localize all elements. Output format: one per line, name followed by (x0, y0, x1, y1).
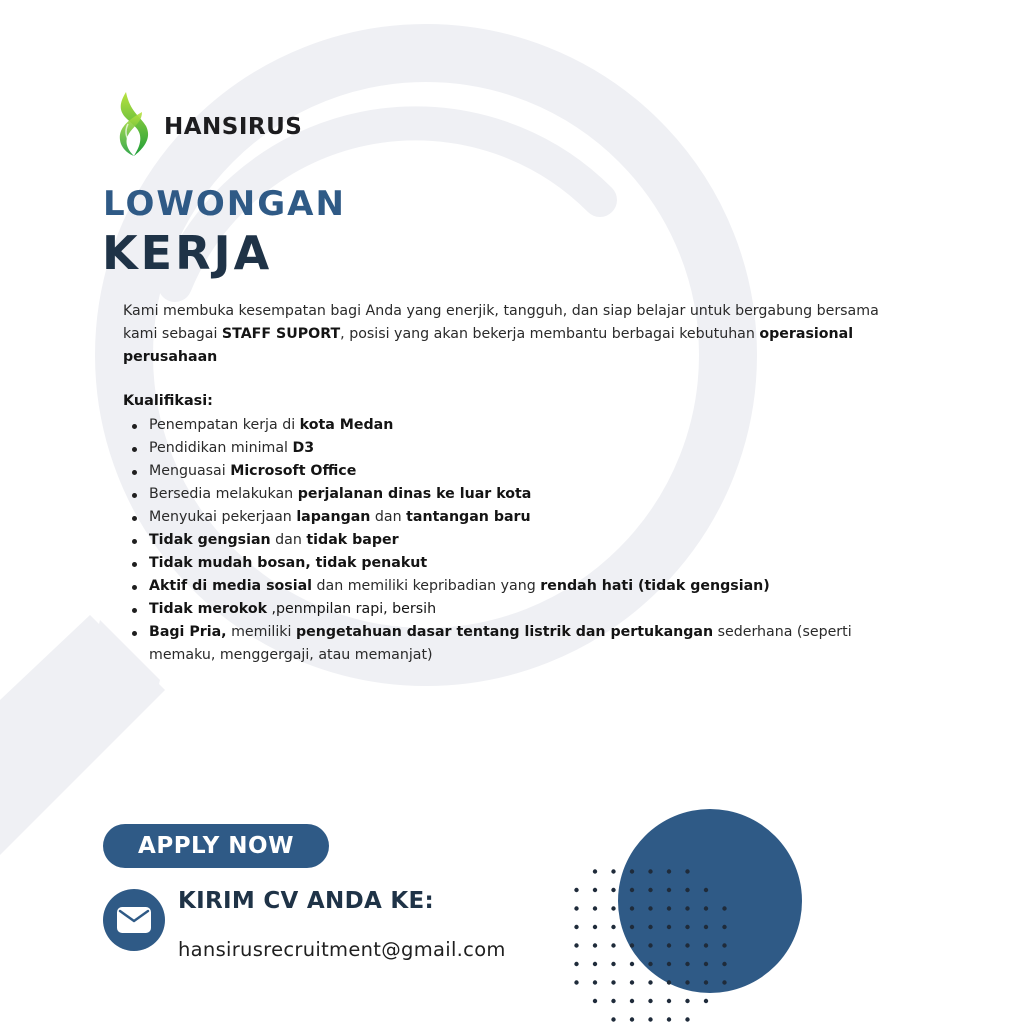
decorative-dot (630, 943, 634, 947)
qualifications-list (123, 414, 883, 667)
intro-ending: operasional perusahaan (123, 326, 854, 365)
qualification-text: ,penmpilan rapi, bersih (267, 601, 437, 617)
decorative-dot (611, 943, 615, 947)
decorative-dot (648, 925, 652, 929)
qualification-emphasis: Microsoft Office (230, 463, 357, 479)
decorative-dot (630, 888, 634, 892)
decorative-dot (667, 980, 671, 984)
qualification-item (123, 414, 883, 437)
envelope-icon (116, 906, 152, 934)
intro-text-2: , posisi yang akan bekerja membantu berbagai kebutuhan (340, 326, 760, 342)
decorative-dot (667, 925, 671, 929)
qualification-text: Pendidikan minimal (149, 440, 293, 456)
decorative-dot (593, 980, 597, 984)
qualification-text: sederhana (seperti memaku, menggergaji, atau memanjat) (149, 624, 852, 663)
decorative-dot (574, 906, 578, 910)
decorative-dot (611, 980, 615, 984)
decorative-dot (593, 999, 597, 1003)
qualification-item (123, 506, 883, 529)
decorative-dot (611, 962, 615, 966)
decorative-dot (611, 925, 615, 929)
qualification-item (123, 437, 883, 460)
qualification-text: Bersedia melakukan (149, 486, 298, 502)
decorative-dot (704, 962, 708, 966)
decorative-dot (574, 943, 578, 947)
qualification-emphasis: rendah hati (tidak gengsian) (540, 578, 770, 594)
decorative-dot (667, 906, 671, 910)
decorative-dot (667, 999, 671, 1003)
decorative-dot (648, 869, 652, 873)
decorative-dot (704, 943, 708, 947)
qualification-emphasis: Tidak merokok (149, 601, 268, 617)
decorative-dot (593, 906, 597, 910)
qualification-emphasis: lapangan (296, 509, 371, 525)
decorative-dot (667, 888, 671, 892)
qualification-emphasis: Tidak gengsian (149, 532, 271, 548)
qualification-item (123, 552, 883, 575)
decorative-dot (574, 962, 578, 966)
qualification-emphasis: kota Medan (299, 417, 394, 433)
bullet-icon (132, 562, 137, 567)
decorative-dot (667, 869, 671, 873)
qualification-text: dan (370, 509, 407, 525)
decorative-dot (685, 925, 689, 929)
decorative-dot (611, 1017, 615, 1021)
qualification-emphasis: Bagi Pria, (149, 624, 227, 640)
decorative-dot (574, 980, 578, 984)
intro-text-1: Kami membuka kesempatan bagi Anda yang enerjik, tangguh, dan siap belajar untuk bergabung bersama kami sebagai (123, 303, 879, 342)
decorative-dot (593, 943, 597, 947)
decorative-dot (704, 925, 708, 929)
decorative-dot (630, 1017, 634, 1021)
decorative-dot (593, 962, 597, 966)
decorative-dot (574, 888, 578, 892)
qualification-text: Menguasai (149, 463, 231, 479)
decorative-dot (667, 962, 671, 966)
decorative-dot (648, 962, 652, 966)
decorative-dot (685, 906, 689, 910)
qualification-text: dan (270, 532, 307, 548)
decorative-dot (685, 962, 689, 966)
decorative-dot (704, 999, 708, 1003)
bullet-icon (132, 493, 137, 498)
headline-lowongan: LOWONGAN (103, 184, 346, 224)
decorative-dot (722, 925, 726, 929)
qualification-text: Penempatan kerja di (149, 417, 300, 433)
qualification-item (123, 460, 883, 483)
decorative-dot (611, 888, 615, 892)
decorative-dot (611, 999, 615, 1003)
qualification-text: memiliki (226, 624, 296, 640)
bullet-icon (132, 631, 137, 636)
flame-leaf-logo-icon (112, 88, 156, 160)
bullet-icon (132, 470, 137, 475)
qualification-emphasis: pengetahuan dasar tentang listrik dan pertukangan (295, 624, 714, 640)
send-cv-label: KIRIM CV ANDA KE: (178, 888, 435, 914)
decorative-dot (722, 962, 726, 966)
bullet-icon (132, 585, 137, 590)
decorative-dot (648, 1017, 652, 1021)
headline-kerja: KERJA (102, 226, 273, 280)
qualifications-title: Kualifikasi: (123, 393, 213, 409)
decorative-dot (722, 943, 726, 947)
decorative-dot (593, 925, 597, 929)
qualification-item (123, 529, 883, 552)
qualification-item (123, 621, 883, 667)
decorative-dot (685, 980, 689, 984)
decorative-dot (630, 906, 634, 910)
decorative-dot (667, 1017, 671, 1021)
decorative-dot (648, 888, 652, 892)
decorative-dot (667, 943, 671, 947)
qualification-emphasis: perjalanan dinas ke luar kota (297, 486, 532, 502)
brand-logo (112, 88, 302, 160)
decorative-dot (648, 906, 652, 910)
bullet-icon (132, 516, 137, 521)
decorative-circle (618, 809, 802, 993)
decorative-dot (722, 980, 726, 984)
qualification-text: Menyukai pekerjaan (149, 509, 297, 525)
apply-now-button[interactable]: APPLY NOW (103, 824, 329, 868)
qualification-text: dan memiliki kepribadian yang (312, 578, 541, 594)
decorative-dot (574, 925, 578, 929)
decorative-dot (630, 925, 634, 929)
decorative-dot (685, 869, 689, 873)
decorative-dot (704, 980, 708, 984)
decorative-dot (611, 906, 615, 910)
bullet-icon (132, 539, 137, 544)
decorative-dot (630, 980, 634, 984)
decorative-dot (593, 869, 597, 873)
bullet-icon (132, 608, 137, 613)
decorative-dot (611, 869, 615, 873)
qualification-item (123, 483, 883, 506)
recruitment-email[interactable]: hansirusrecruitment@gmail.com (178, 938, 506, 961)
decorative-dot (685, 943, 689, 947)
bullet-icon (132, 424, 137, 429)
qualification-emphasis: Aktif di media sosial (149, 578, 313, 594)
decorative-dot (648, 943, 652, 947)
qualification-emphasis: tidak baper (306, 532, 399, 548)
decorative-dot (685, 999, 689, 1003)
decorative-dot (593, 888, 597, 892)
qualification-emphasis: Tidak mudah bosan, tidak penakut (149, 555, 428, 571)
decorative-dot (704, 906, 708, 910)
bullet-icon (132, 447, 137, 452)
intro-position: STAFF SUPORT (221, 326, 341, 342)
decorative-circle-dots (540, 800, 840, 1024)
decorative-dot (648, 999, 652, 1003)
qualification-emphasis: D3 (292, 440, 315, 456)
qualification-emphasis: tantangan baru (406, 509, 531, 525)
qualification-item (123, 598, 883, 621)
decorative-dot (630, 869, 634, 873)
mail-badge (103, 889, 165, 951)
decorative-dot (685, 888, 689, 892)
decorative-dot (685, 1017, 689, 1021)
brand-name: HANSIRUS (164, 114, 303, 140)
decorative-dot (630, 962, 634, 966)
intro-paragraph (123, 300, 903, 369)
decorative-dot (648, 980, 652, 984)
decorative-dot (704, 888, 708, 892)
qualification-item (123, 575, 883, 598)
decorative-dot (630, 999, 634, 1003)
decorative-dot (722, 906, 726, 910)
